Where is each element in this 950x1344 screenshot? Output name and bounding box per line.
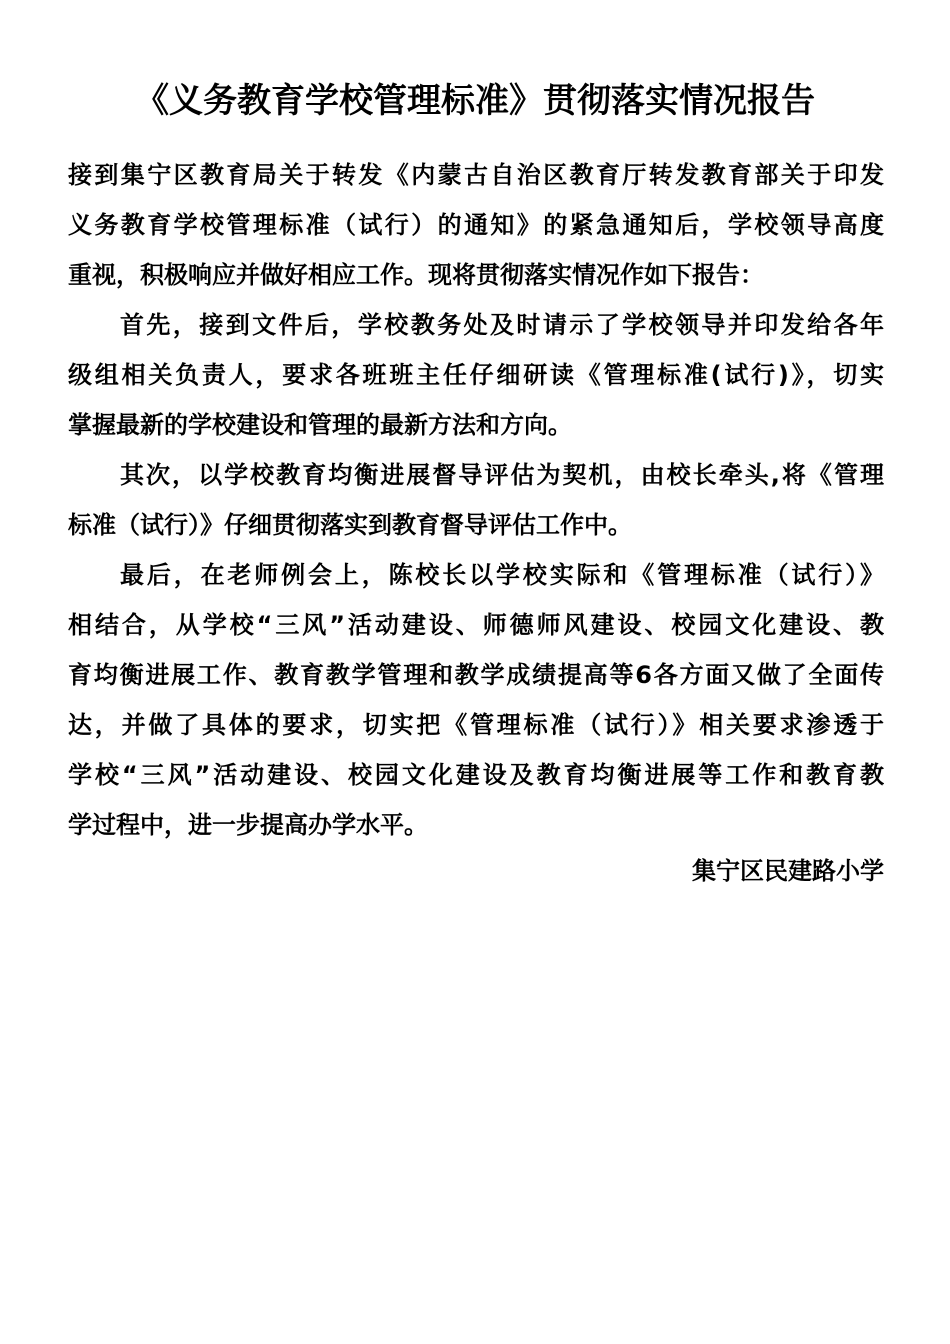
paragraph-line: 其次，以学校教育均衡进展督导评估为契机，由校长牵头,将《管理: [120, 461, 884, 489]
paragraph-line: 级组相关负责人，要求各班班主任仔细研读《管理标准(试行)》，切实: [68, 361, 884, 389]
paragraph-line: 相结合，从学校“三风”活动建设、师德师风建设、校园文化建设、教: [68, 611, 884, 639]
paragraph-line: 义务教育学校管理标准（试行）的通知》的紧急通知后，学校领导高度: [68, 211, 884, 239]
paragraph-line: 学过程中，进一步提高办学水平。: [68, 811, 428, 839]
paragraph-second: [68, 450, 884, 550]
signature: 集宁区民建路小学: [692, 857, 884, 885]
paragraph-line: 学校“三风”活动建设、校园文化建设及教育均衡进展等工作和教育教: [68, 761, 884, 789]
paragraph-first: [68, 300, 884, 450]
paragraph-line: 首先，接到文件后，学校教务处及时请示了学校领导并印发给各年: [120, 311, 884, 339]
paragraph-line: 最后，在老师例会上，陈校长以学校实际和《管理标准（试行）》: [120, 561, 884, 589]
paragraph-line: 达，并做了具体的要求，切实把《管理标准（试行）》相关要求渗透于: [68, 711, 884, 739]
paragraph-line: 重视，积极响应并做好相应工作。现将贯彻落实情况作如下报告：: [68, 261, 764, 289]
document-body: [68, 150, 884, 850]
paragraph-line: 接到集宁区教育局关于转发《内蒙古自治区教育厅转发教育部关于印发: [68, 161, 884, 189]
paragraph-line: 掌握最新的学校建设和管理的最新方法和方向。: [68, 411, 572, 439]
paragraph-line: 标准（试行）》仔细贯彻落实到教育督导评估工作中。: [68, 511, 632, 539]
paragraph-line: 育均衡进展工作、教育教学管理和教学成绩提高等6各方面又做了全面传: [68, 661, 884, 689]
document-title: 《义务教育学校管理标准》贯彻落实情况报告: [135, 81, 815, 121]
paragraph-intro: [68, 150, 884, 300]
paragraph-last: [68, 550, 884, 850]
